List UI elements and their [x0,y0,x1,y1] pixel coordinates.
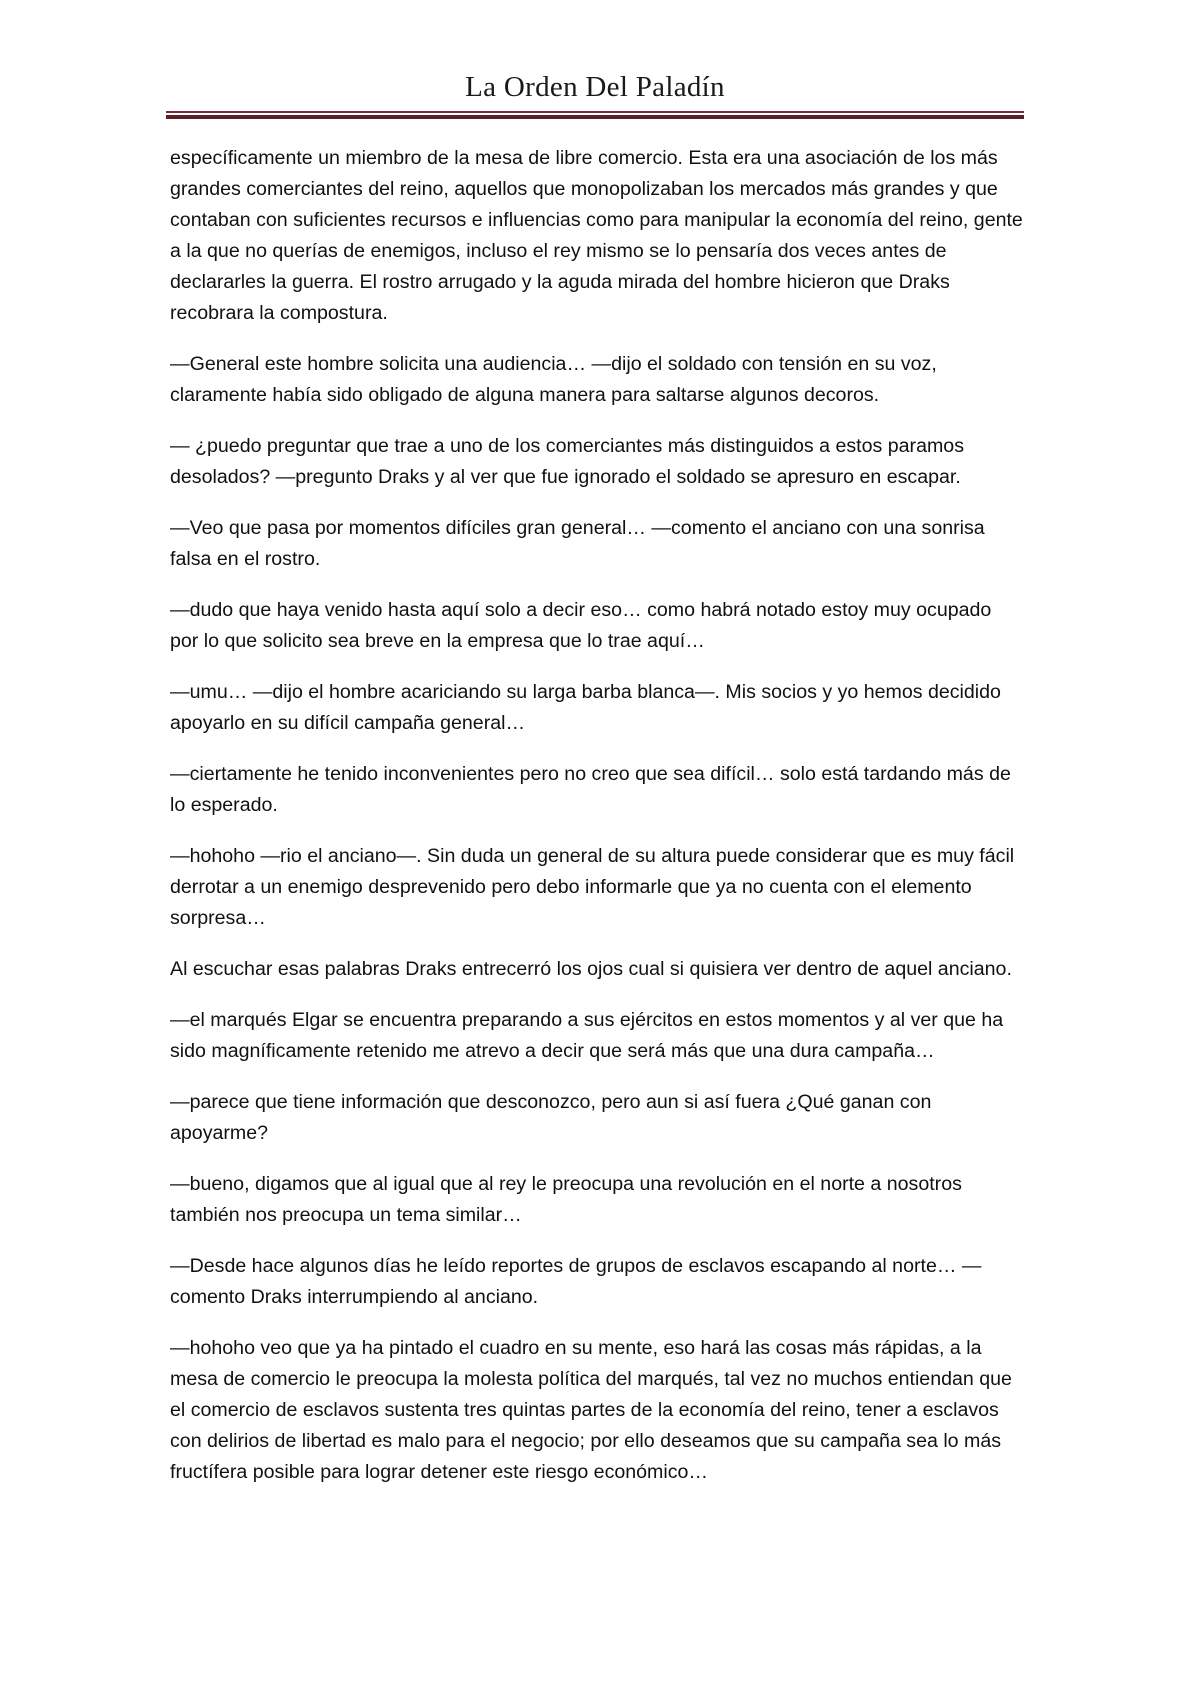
paragraph: —Desde hace algunos días he leído reportes de grupos de esclavos escapando al norte… — comento Draks interrumpiendo al anciano. [170,1255,982,1308]
paragraph: — ¿puedo preguntar que trae a uno de los comerciantes más distinguidos a estos paramos desolados? —pregunto Draks y al ver que fue ignorado el soldado se apresuro en escapar. [170,435,964,488]
paragraph: —parece que tiene información que desconozco, pero aun si así fuera ¿Qué ganan con apoyarme? [170,1091,932,1144]
header-title: La Orden Del Paladín [465,71,725,103]
body-text [170,143,1025,1508]
paragraph: Al escuchar esas palabras Draks entrecerró los ojos cual si quisiera ver dentro de aquel anciano. [170,958,1012,980]
page-header [166,70,1024,105]
paragraph: —dudo que haya venido hasta aquí solo a decir eso… como habrá notado estoy muy ocupado por lo que solicito sea breve en la empresa que lo trae aquí… [170,599,992,652]
header-rule [166,111,1024,119]
paragraph: —ciertamente he tenido inconvenientes pero no creo que sea difícil… solo está tardando más de lo esperado. [170,763,1011,816]
paragraph: —hohoho veo que ya ha pintado el cuadro en su mente, eso hará las cosas más rápidas, a la mesa de comercio le preocupa la molesta política del marqués, tal vez no muchos entiendan que el comercio de esclavos sustenta tres quintas partes de la economía del reino, tener a esclavos con delirios de libertad es malo para el negocio; por ello deseamos que su campaña sea lo más fructífera posible para lograr detener este riesgo económico… [170,1337,1012,1483]
paragraph: —hohoho —rio el anciano—. Sin duda un general de su altura puede considerar que es muy fácil derrotar a un enemigo desprevenido pero debo informarle que ya no cuenta con el elemento sorpresa… [170,845,1015,929]
paragraph: —Veo que pasa por momentos difíciles gran general… —comento el anciano con una sonrisa falsa en el rostro. [170,517,985,570]
paragraph: —umu… —dijo el hombre acariciando su larga barba blanca—. Mis socios y yo hemos decidido apoyarlo en su difícil campaña general… [170,681,1001,734]
paragraph: —el marqués Elgar se encuentra preparando a sus ejércitos en estos momentos y al ver que ha sido magníficamente retenido me atrevo a decir que será más que una dura campaña… [170,1009,1004,1062]
paragraph: —bueno, digamos que al igual que al rey le preocupa una revolución en el norte a nosotros también nos preocupa un tema similar… [170,1173,962,1226]
paragraph: específicamente un miembro de la mesa de libre comercio. Esta era una asociación de los más grandes comerciantes del reino, aquellos que monopolizaban los mercados más grandes y que contaban con suficientes recursos e influencias como para manipular la economía del reino, gente a la que no querías de enemigos, incluso el rey mismo se lo pensaría dos veces antes de declararles la guerra. El rostro arrugado y la aguda mirada del hombre hicieron que Draks recobrara la compostura. [170,147,1023,324]
paragraph: —General este hombre solicita una audiencia… —dijo el soldado con tensión en su voz, claramente había sido obligado de alguna manera para saltarse algunos decoros. [170,353,937,406]
header-rule-thick [166,115,1024,119]
